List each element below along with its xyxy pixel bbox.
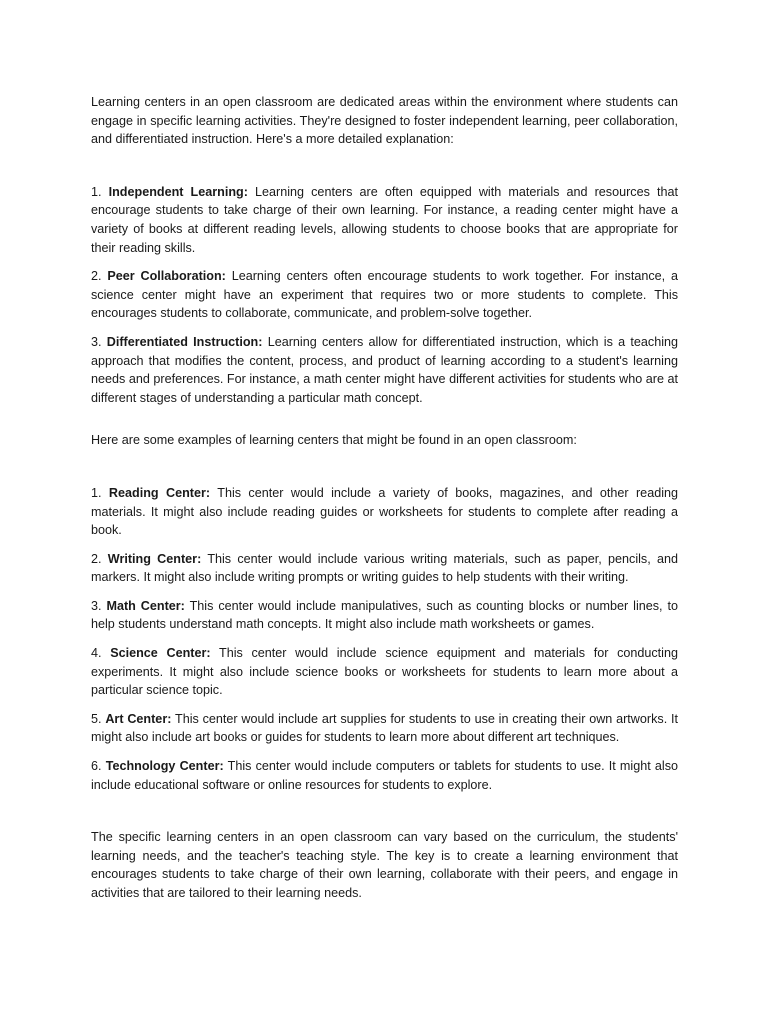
item-text: Learning centers are often equipped with materials and resources that encourage students to take charge of their own learning. For instance, a reading center might have a variety of books at different reading levels, allowing students to choose books that are appropriate for their reading skills. <box>91 184 679 255</box>
item-number: 5. <box>91 711 102 726</box>
intro-paragraph: Learning centers in an open classroom are dedicated areas within the environment where students can engage in specific learning activities. They're designed to foster independent learning, peer collaboration, and differentiated instruction. Here's a more detailed explanation: <box>91 95 678 147</box>
item-title: Technology Center: <box>105 759 224 774</box>
item-text: This center would include manipulatives, such as counting blocks or number lines, to help students understand math concepts. It might also include math worksheets or games. <box>91 598 678 632</box>
item-number: 3. <box>91 334 102 349</box>
document-page <box>91 93 678 903</box>
item-text: This center would include art supplies for students to use in creating their own artworks. It might also include art books or guides for students to learn more about different art techniques. <box>91 711 678 745</box>
conclusion-paragraph: The specific learning centers in an open classroom can vary based on the curriculum, the students' learning needs, and the teacher's teaching style. The key is to create a learning environment that encourages students to take charge of their own learning, collaborate with their peers, and engage in activities that are tailored to their learning needs. <box>91 830 678 900</box>
example-item <box>91 484 678 540</box>
item-number: 1. <box>91 184 102 199</box>
item-text: Learning centers allow for differentiated instruction, which is a teaching approach that modifies the content, process, and product of learning according to a student's learning needs and preferences. For instance, a math center might have different activities for students who are at different stages of understanding a particular math concept. <box>91 334 679 405</box>
benefit-item <box>91 333 678 407</box>
example-item <box>91 710 678 747</box>
item-number: 4. <box>91 646 102 661</box>
item-text: This center would include computers or tablets for students to use. It might also include educational software or online resources for students to explore. <box>91 759 678 792</box>
item-title: Differentiated Instruction: <box>106 334 263 349</box>
item-number: 1. <box>91 485 102 500</box>
item-title: Writing Center: <box>107 551 202 566</box>
benefit-item <box>91 183 678 257</box>
item-text: This center would include a variety of books, magazines, and other reading materials. It might also include reading guides or worksheets for students to complete after reading a book. <box>91 485 679 538</box>
item-number: 2. <box>91 269 102 284</box>
item-number: 3. <box>91 598 102 613</box>
examples-list <box>91 484 678 794</box>
example-item <box>91 757 678 794</box>
item-title: Art Center: <box>105 711 172 726</box>
example-item <box>91 597 678 634</box>
example-item <box>91 550 678 587</box>
benefits-list <box>91 183 678 408</box>
example-item <box>91 644 678 700</box>
item-title: Independent Learning: <box>108 184 248 199</box>
item-title: Science Center: <box>110 646 211 661</box>
item-number: 2. <box>91 551 102 566</box>
item-number: 6. <box>91 759 102 774</box>
item-text: This center would include various writing materials, such as paper, pencils, and markers. It might also include writing prompts or writing guides to help students with their writing. <box>91 551 678 585</box>
item-title: Math Center: <box>106 598 185 613</box>
benefit-item <box>91 267 678 323</box>
examples-intro-paragraph: Here are some examples of learning centers that might be found in an open classroom: <box>91 433 577 448</box>
item-title: Reading Center: <box>108 485 211 500</box>
item-text: Learning centers often encourage students to work together. For instance, a science center might have an experiment that requires two or more students to complete. This encourages students to collaborate, communicate, and problem-solve together. <box>91 269 678 321</box>
item-text: This center would include science equipment and materials for conducting experiments. It might also include science books or worksheets for students to learn more about a particular science topic. <box>91 646 678 698</box>
item-title: Peer Collaboration: <box>107 269 226 284</box>
